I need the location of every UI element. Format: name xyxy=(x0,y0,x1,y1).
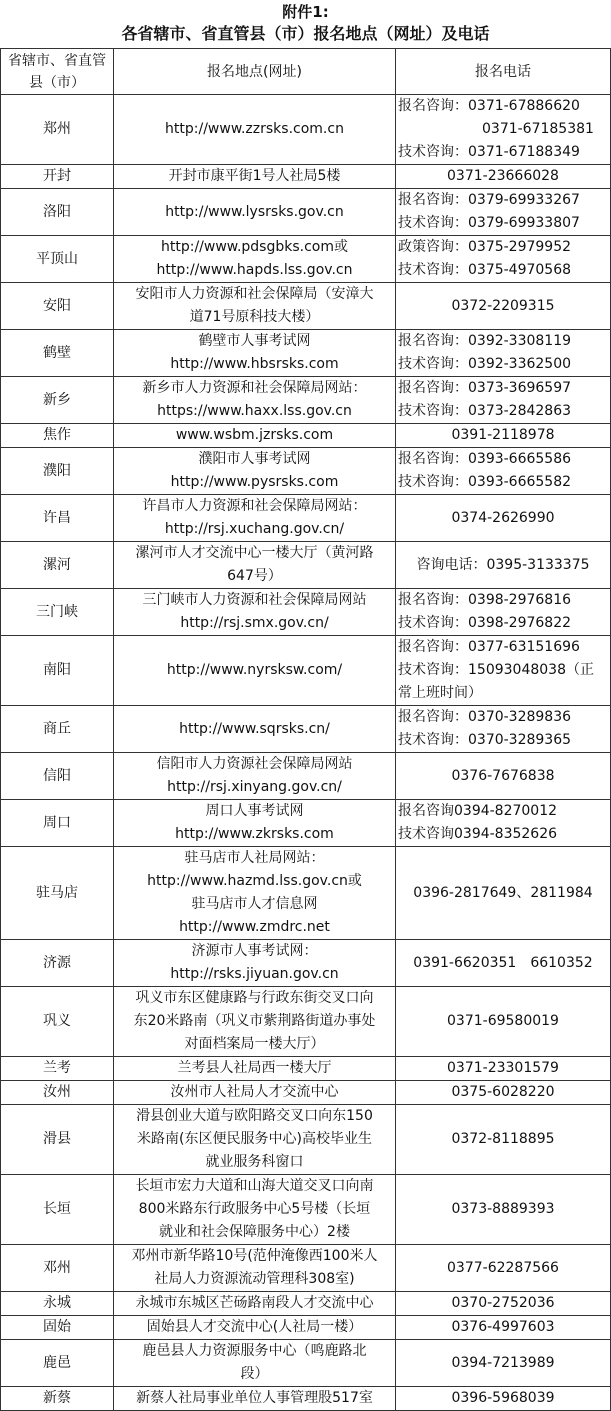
phone-line: 技术咨询：15093048038（正 xyxy=(398,662,594,678)
address-line: 济源市人事考试网： xyxy=(191,943,318,959)
phone-cell xyxy=(396,940,611,987)
phone-line: 0371-67185381 xyxy=(482,121,594,137)
phone-line: 报名咨询：0393-6665586 xyxy=(398,451,572,467)
phone-cell xyxy=(396,448,611,495)
city-cell: 滑县 xyxy=(1,1105,114,1175)
address-line: www.wsbm.jzrsks.com xyxy=(175,427,334,443)
address-line: 汝州市人社局人才交流中心 xyxy=(170,1084,339,1100)
address-line: 驻马店市人社局网站： xyxy=(184,850,325,866)
table-row xyxy=(1,940,611,987)
address-line: http://www.zkrsks.com xyxy=(175,826,334,842)
phone-line: 报名咨询：0370-3289836 xyxy=(398,709,572,725)
city-cell: 开封 xyxy=(1,165,114,189)
address-line: http://www.pdsgbks.com或 xyxy=(161,239,348,255)
phone-cell xyxy=(396,165,611,189)
city-cell: 汝州 xyxy=(1,1081,114,1105)
phone-line: 常上班时间） xyxy=(398,685,482,701)
address-line: http://www.zmdrc.net xyxy=(179,919,330,935)
address-cell xyxy=(114,189,396,236)
table-row xyxy=(1,95,611,165)
address-line: http://www.hapds.lss.gov.cn xyxy=(156,262,353,278)
address-line: 信阳市人力资源社会保障局网站 xyxy=(156,756,353,772)
address-cell xyxy=(114,236,396,283)
city-cell: 郑州 xyxy=(1,95,114,165)
phone-cell xyxy=(396,1105,611,1175)
phone-cell xyxy=(396,706,611,753)
address-line: 道71号原科技大楼） xyxy=(189,309,320,325)
header-phone: 报名电话 xyxy=(396,49,611,95)
address-cell xyxy=(114,165,396,189)
phone-cell xyxy=(396,1175,611,1245)
address-cell xyxy=(114,283,396,330)
city-cell: 巩义 xyxy=(1,987,114,1057)
address-cell xyxy=(114,542,396,589)
city-cell: 信阳 xyxy=(1,753,114,800)
address-cell xyxy=(114,495,396,542)
phone-cell xyxy=(396,95,611,165)
phone-line: 技术咨询：0393-6665582 xyxy=(398,474,572,490)
address-cell xyxy=(114,1316,396,1340)
phone-line: 0372-2209315 xyxy=(451,297,555,314)
phone-line: 报名咨询：0371-67886620 xyxy=(398,98,580,114)
address-cell xyxy=(114,1175,396,1245)
phone-line: 0373-8889393 xyxy=(451,1201,555,1217)
address-line: http://rsj.xinyang.gov.cn/ xyxy=(167,779,342,795)
phone-cell xyxy=(396,189,611,236)
phone-line: 0375-6028220 xyxy=(451,1084,555,1100)
city-cell: 焦作 xyxy=(1,424,114,448)
table-row xyxy=(1,1057,611,1081)
city-cell: 新乡 xyxy=(1,377,114,424)
address-line: http://www.hbsrsks.com xyxy=(170,356,339,372)
phone-line: 咨询电话：0395-3133375 xyxy=(416,556,590,573)
address-line: 新乡市人力资源和社会保障局网站： xyxy=(142,380,367,396)
address-line: 开封市康平街1号人社局5楼 xyxy=(168,168,341,184)
phone-cell xyxy=(396,1387,611,1411)
city-cell: 三门峡 xyxy=(1,589,114,636)
address-line: 邓州市新华路10号(范仲淹像西100米人 xyxy=(131,1248,378,1264)
address-cell xyxy=(114,95,396,165)
address-line: 三门峡市人力资源和社会保障局网站 xyxy=(142,592,367,608)
phone-line: 0391-6620351 6610352 xyxy=(413,954,593,971)
address-line: http://www.zzrsks.com.cn xyxy=(165,121,344,137)
city-cell: 平顶山 xyxy=(1,236,114,283)
city-cell: 濮阳 xyxy=(1,448,114,495)
table-header-row xyxy=(1,49,611,95)
address-line: http://www.pysrsks.com xyxy=(170,474,339,490)
phone-line: 报名咨询：0373-3696597 xyxy=(398,380,572,396)
city-cell: 邓州 xyxy=(1,1245,114,1292)
address-line: 巩义市东区健康路与行政东街交叉口向 xyxy=(135,990,374,1006)
city-cell: 周口 xyxy=(1,800,114,847)
table-row xyxy=(1,542,611,589)
table-row xyxy=(1,987,611,1057)
city-cell: 许昌 xyxy=(1,495,114,542)
city-cell: 南阳 xyxy=(1,636,114,706)
phone-line: 0394-7213989 xyxy=(451,1354,555,1371)
phone-line: 0376-7676838 xyxy=(451,767,555,784)
table-row xyxy=(1,236,611,283)
address-cell xyxy=(114,589,396,636)
address-line: http://rsj.smx.gov.cn/ xyxy=(180,615,329,631)
city-cell: 济源 xyxy=(1,940,114,987)
address-cell xyxy=(114,448,396,495)
address-cell xyxy=(114,1292,396,1316)
address-cell xyxy=(114,1081,396,1105)
address-cell xyxy=(114,1245,396,1292)
table-row xyxy=(1,589,611,636)
phone-cell xyxy=(396,283,611,330)
city-cell: 兰考 xyxy=(1,1057,114,1081)
table-row xyxy=(1,189,611,236)
address-line: http://www.hazmd.lss.gov.cn或 xyxy=(147,873,362,889)
address-line: 647号） xyxy=(227,568,282,584)
phone-cell xyxy=(396,847,611,940)
phone-cell xyxy=(396,636,611,706)
document-heading xyxy=(0,0,611,45)
phone-cell xyxy=(396,330,611,377)
phone-line: 报名咨询0394-8270012 xyxy=(398,803,558,819)
address-line: 长垣市宏力大道和山海大道交叉口向南 xyxy=(135,1178,374,1194)
table-row xyxy=(1,283,611,330)
phone-line: 技术咨询：0398-2976822 xyxy=(398,615,572,631)
phone-cell xyxy=(396,1081,611,1105)
table-row xyxy=(1,165,611,189)
address-line: 新蔡人社局事业单位人事管理股517室 xyxy=(136,1390,373,1406)
address-line: 驻马店市人才信息网 xyxy=(191,896,318,912)
city-cell: 永城 xyxy=(1,1292,114,1316)
table-row xyxy=(1,1292,611,1316)
table-row xyxy=(1,706,611,753)
address-line: 就业服务科窗口 xyxy=(205,1154,304,1170)
phone-line: 0396-2817649、2811984 xyxy=(413,884,593,901)
phone-line: 0371-23666028 xyxy=(447,168,559,184)
address-cell xyxy=(114,847,396,940)
address-line: 米路南(东区便民服务中心)高校毕业生 xyxy=(137,1131,372,1147)
address-line: 鹿邑县人力资源服务中心（鸣鹿路北 xyxy=(142,1343,367,1359)
address-line: 滑县创业大道与欧阳路交叉口向东150 xyxy=(136,1108,373,1124)
city-cell: 洛阳 xyxy=(1,189,114,236)
phone-line: 技术咨询：0373-2842863 xyxy=(398,403,572,419)
table-row xyxy=(1,1175,611,1245)
table-row xyxy=(1,1340,611,1387)
city-cell: 鹤壁 xyxy=(1,330,114,377)
address-cell xyxy=(114,1340,396,1387)
city-cell: 新蔡 xyxy=(1,1387,114,1411)
phone-line: 报名咨询：0398-2976816 xyxy=(398,592,572,608)
city-cell: 漯河 xyxy=(1,542,114,589)
address-line: 安阳市人力资源和社会保障局（安漳大 xyxy=(135,286,374,302)
address-line: http://www.sqrsks.cn/ xyxy=(179,720,330,737)
phone-cell xyxy=(396,987,611,1057)
address-cell xyxy=(114,424,396,448)
phone-line: 技术咨询：0392-3362500 xyxy=(398,356,572,372)
address-line: 段） xyxy=(240,1366,269,1382)
phone-cell xyxy=(396,542,611,589)
city-cell: 固始 xyxy=(1,1316,114,1340)
table-row xyxy=(1,448,611,495)
phone-cell xyxy=(396,589,611,636)
address-line: https://www.haxx.lss.gov.cn xyxy=(157,403,352,419)
address-line: 社局人力资源流动管理科308室) xyxy=(154,1271,355,1287)
address-cell xyxy=(114,636,396,706)
phone-line: 报名咨询：0392-3308119 xyxy=(398,333,572,349)
table-row xyxy=(1,330,611,377)
phone-line: 0371-69580019 xyxy=(447,1013,559,1029)
address-cell xyxy=(114,1057,396,1081)
phone-cell xyxy=(396,495,611,542)
address-line: 兰考县人社局西一楼大厅 xyxy=(177,1060,332,1076)
address-cell xyxy=(114,706,396,753)
phone-line: 0376-4997603 xyxy=(451,1319,555,1335)
address-line: 漯河市人才交流中心一楼大厅（黄河路 xyxy=(135,545,374,561)
phone-line: 技术咨询0394-8352626 xyxy=(398,826,558,842)
city-cell: 驻马店 xyxy=(1,847,114,940)
city-cell: 安阳 xyxy=(1,283,114,330)
address-cell xyxy=(114,753,396,800)
phone-line: 报名咨询：0379-69933267 xyxy=(398,192,580,208)
address-line: 东20米路南（巩义市紫荆路街道办事处 xyxy=(133,1013,376,1029)
address-line: 800米路东行政服务中心5号楼（长垣 xyxy=(138,1201,371,1217)
phone-line: 技术咨询：0379-69933807 xyxy=(398,215,580,231)
table-row xyxy=(1,495,611,542)
phone-cell xyxy=(396,1340,611,1387)
address-line: 对面档案局一楼大厅） xyxy=(184,1036,325,1052)
address-cell xyxy=(114,1105,396,1175)
table-row xyxy=(1,377,611,424)
phone-line: 报名咨询：0377-63151696 xyxy=(398,639,580,655)
phone-line: 技术咨询：0371-67188349 xyxy=(398,144,580,160)
attachment-label: 附件1: xyxy=(282,3,329,21)
phone-cell xyxy=(396,424,611,448)
address-line: 就业和社会保障服务中心）2楼 xyxy=(159,1224,350,1240)
address-cell xyxy=(114,800,396,847)
phone-line: 0371-23301579 xyxy=(447,1060,559,1076)
phone-line: 0377-62287566 xyxy=(447,1259,559,1276)
phone-line: 技术咨询：0370-3289365 xyxy=(398,732,572,748)
phone-cell xyxy=(396,753,611,800)
phone-cell xyxy=(396,236,611,283)
address-line: http://www.nyrsksw.com/ xyxy=(166,662,343,678)
address-line: 周口人事考试网 xyxy=(205,803,304,819)
address-line: http://www.lysrsks.gov.cn xyxy=(165,203,344,220)
table-row xyxy=(1,847,611,940)
phone-line: 0396-5968039 xyxy=(451,1390,555,1406)
table-row xyxy=(1,1105,611,1175)
phone-line: 0374-2626990 xyxy=(451,509,555,526)
table-row xyxy=(1,636,611,706)
phone-cell xyxy=(396,1292,611,1316)
table-row xyxy=(1,1081,611,1105)
address-line: 永城市东城区芒砀路南段人才交流中心 xyxy=(135,1295,374,1311)
address-cell xyxy=(114,1387,396,1411)
table-row xyxy=(1,1316,611,1340)
address-cell xyxy=(114,987,396,1057)
address-line: http://rsks.jiyuan.gov.cn xyxy=(170,966,339,982)
document-title: 各省辖市、省直管县（市）报名地点（网址）及电话 xyxy=(121,24,490,43)
address-cell xyxy=(114,940,396,987)
table-row xyxy=(1,424,611,448)
phone-line: 0372-8118895 xyxy=(451,1131,555,1147)
table-row xyxy=(1,1387,611,1411)
phone-line: 政策咨询：0375-2979952 xyxy=(398,239,572,255)
address-cell xyxy=(114,330,396,377)
phone-cell xyxy=(396,1245,611,1292)
phone-cell xyxy=(396,1057,611,1081)
city-cell: 长垣 xyxy=(1,1175,114,1245)
address-line: 鹤壁市人事考试网 xyxy=(198,333,311,349)
phone-line: 技术咨询：0375-4970568 xyxy=(398,262,572,278)
table-body xyxy=(1,95,611,1411)
city-cell: 商丘 xyxy=(1,706,114,753)
address-line: 固始县人才交流中心(人社局一楼） xyxy=(146,1319,363,1335)
address-line: 濮阳市人事考试网 xyxy=(198,451,311,467)
header-city: 省辖市、省直管县（市） xyxy=(1,49,114,95)
address-line: http://rsj.xuchang.gov.cn/ xyxy=(164,521,345,537)
phone-line: 0370-2752036 xyxy=(451,1295,555,1311)
address-cell xyxy=(114,377,396,424)
phone-cell xyxy=(396,1316,611,1340)
header-address: 报名地点(网址) xyxy=(114,49,396,95)
table-row xyxy=(1,753,611,800)
phone-line: 0391-2118978 xyxy=(451,427,555,443)
phone-cell xyxy=(396,800,611,847)
table-row xyxy=(1,800,611,847)
city-cell: 鹿邑 xyxy=(1,1340,114,1387)
registration-table xyxy=(0,48,611,1411)
phone-cell xyxy=(396,377,611,424)
address-line: 许昌市人力资源和社会保障局网站： xyxy=(142,498,367,514)
table-row xyxy=(1,1245,611,1292)
